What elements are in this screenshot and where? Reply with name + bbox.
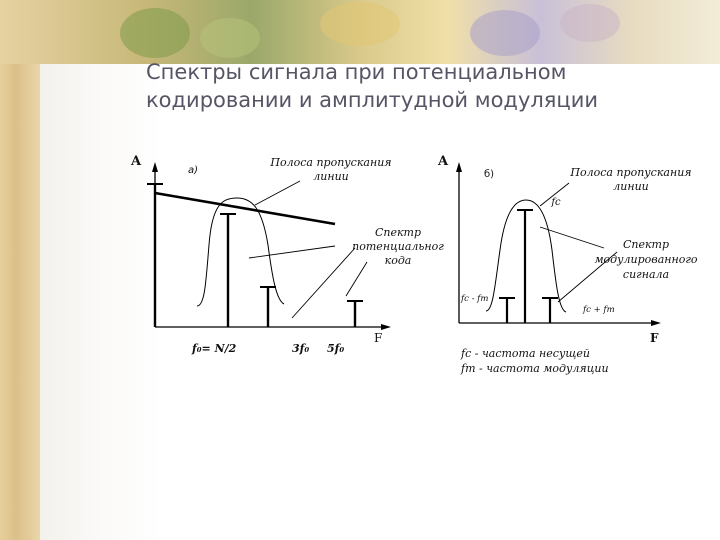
b-carrier-label: fc: [551, 197, 561, 208]
a-spectrum-leader-1: [249, 246, 335, 258]
a-axis-x-label: F: [374, 331, 383, 345]
a-axis-y-label: A: [131, 154, 142, 169]
a-bandwidth-label-1: Полоса пропускания: [270, 156, 392, 169]
a-spectrum-envelope: [155, 193, 335, 224]
b-y-arrow: [456, 162, 462, 172]
a-bandwidth-leader: [255, 181, 300, 205]
a-tick-5f0: 5f₀: [327, 342, 345, 355]
a-bandwidth-label-2: линии: [313, 170, 349, 183]
a-tick-3f0: 3f₀: [292, 342, 310, 355]
b-spectrum-label-1: Спектр: [622, 238, 670, 251]
b-x-arrow: [651, 320, 661, 326]
a-y-arrow: [152, 162, 158, 172]
a-panel-label: а): [188, 165, 199, 176]
b-axis-x-label: F: [650, 331, 659, 345]
b-axis-y-label: A: [438, 154, 449, 169]
b-spectrum-label-3: сигнала: [622, 268, 670, 281]
a-tick-f0: f₀= N/2: [192, 342, 237, 355]
b-legend-carrier: fc - частота несущей: [461, 347, 590, 360]
a-spectrum-label-1: Спектр: [374, 226, 422, 239]
slide-title: Спектры сигнала при потенциальном кодировании и амплитудной модуляции: [146, 60, 599, 112]
b-lower-side-label: fc - fm: [461, 294, 489, 304]
b-panel-label: б): [484, 169, 495, 180]
a-spectrum-label-3: кода: [384, 254, 412, 267]
a-spectrum-label-2: потенциальног: [352, 240, 444, 253]
a-x-arrow: [381, 324, 391, 330]
b-bandwidth-label-2: линии: [613, 180, 649, 193]
b-legend-modulation: fm - частота модуляции: [461, 362, 609, 375]
a-spectrum-leader-3: [346, 262, 367, 296]
b-upper-side-label: fc + fm: [583, 305, 615, 315]
diagram-a-labels: [130, 154, 444, 355]
b-bandwidth-label-1: Полоса пропускания: [570, 166, 692, 179]
b-spectrum-label-2: модулированного: [594, 253, 698, 266]
a-spectrum-leader-2: [292, 248, 355, 318]
diagram-b-labels: [437, 154, 698, 375]
